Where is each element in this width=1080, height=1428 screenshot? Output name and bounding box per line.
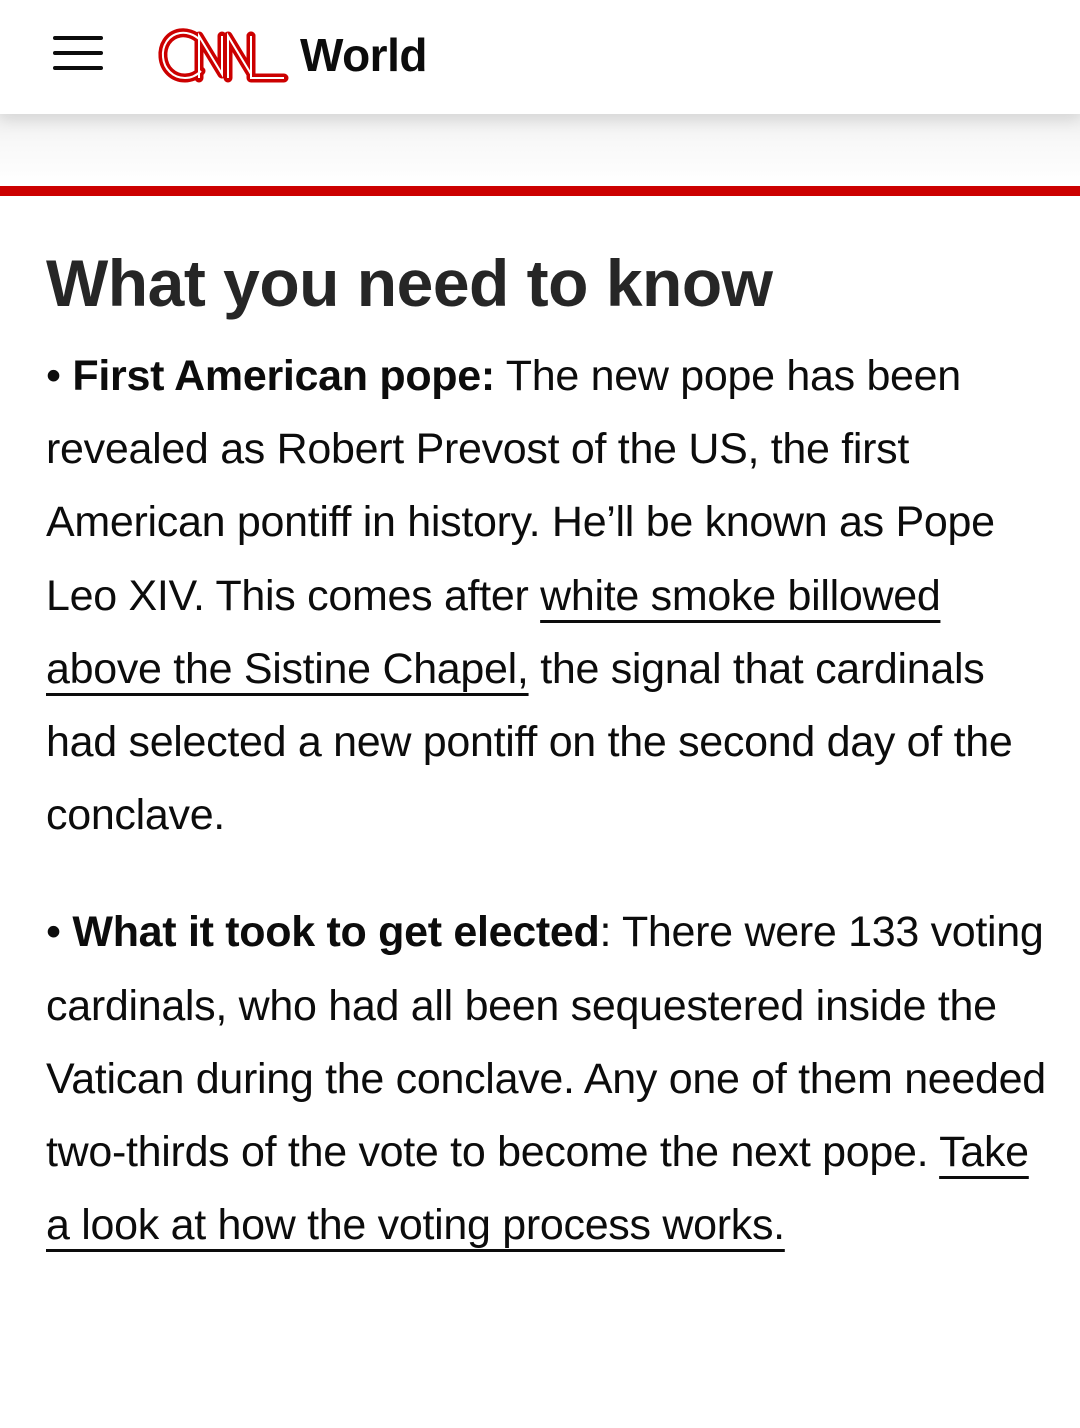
section-label-world[interactable]: World: [300, 29, 427, 81]
bullet-paragraph-2: [46, 896, 1046, 1262]
cnn-logo-icon: [156, 26, 290, 86]
bullet-icon: •: [46, 908, 61, 957]
bullet-2-heading: What it took to get elected: [72, 908, 600, 957]
bullet-1-heading: First American pope:: [72, 352, 495, 400]
menu-line: [53, 51, 103, 55]
bullet-2-text-1: : There were 133 voting cardinals, who had all been sequestered inside the Vatican during the conclave. Any one of them needed two-thirds of the vote to become the next pope.: [46, 908, 1046, 1177]
red-divider: [0, 186, 1080, 196]
bullet-1-text-1: The new pope has been revealed as Robert Prevost of the US, the first American pontiff in history. He’ll be known as Pope Leo XIV. This comes after: [46, 352, 995, 620]
bullet-icon: •: [46, 352, 61, 400]
menu-line: [53, 36, 103, 40]
bullet-paragraph-1: [46, 340, 1046, 852]
hamburger-menu-icon[interactable]: [50, 30, 106, 76]
article-body: [46, 238, 1046, 1262]
white-smoke-link[interactable]: white smoke billowed above the Sistine Chapel,: [46, 571, 941, 693]
voting-process-link[interactable]: Take a look at how the voting process works.: [46, 1128, 1029, 1250]
cnn-logo[interactable]: [156, 26, 290, 86]
site-header: [0, 0, 1080, 114]
article-heading: What you need to know: [46, 246, 773, 320]
bullet-1-text-2: the signal that cardinals had selected a new pontiff on the second day of the conclave.: [46, 644, 1013, 840]
menu-line: [53, 66, 103, 70]
ad-band: [0, 114, 1080, 186]
